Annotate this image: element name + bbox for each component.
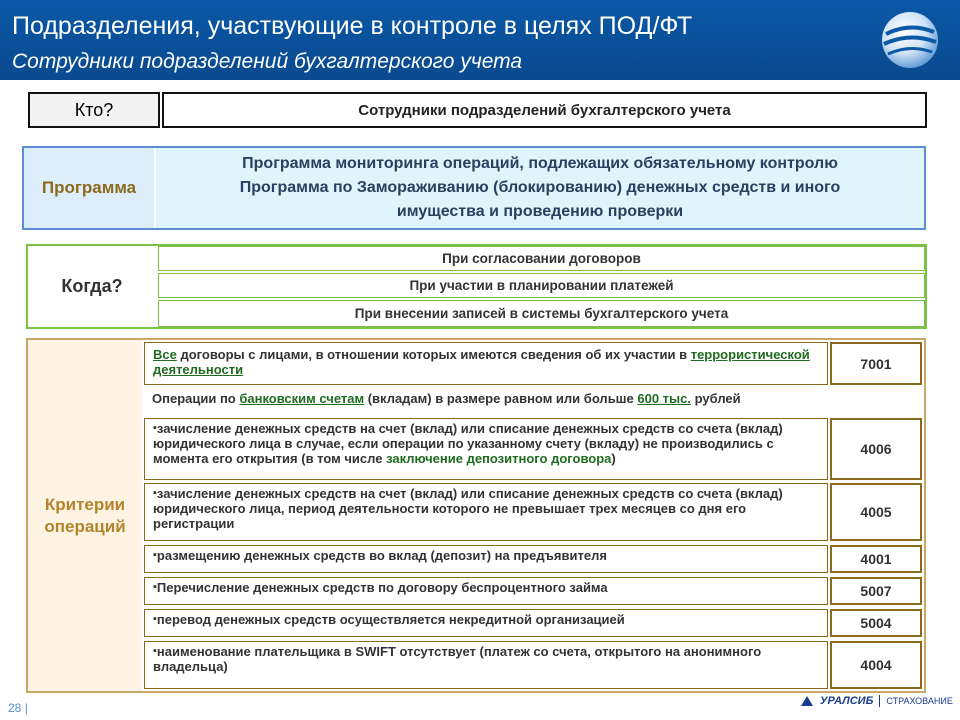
- bullet-icon: ▪: [153, 487, 157, 499]
- criteria-text: зачисление денежных средств на счет (вклад) или списание денежных средств со счета (вклад) юридического лица, период деятельности которого не превышает трех месяцев со дня его регистрации: [153, 486, 783, 531]
- criteria-row-text: [144, 342, 828, 385]
- when-item: При участии в планировании платежей: [158, 273, 925, 298]
- criteria-row-text: [144, 483, 828, 541]
- bullet-icon: ▪: [153, 613, 157, 625]
- criteria-text: ): [611, 451, 616, 466]
- criteria-link[interactable]: заключение депозитного договора: [386, 451, 612, 466]
- when-label: Когда?: [28, 246, 156, 327]
- bullet-icon: ▪: [153, 422, 157, 434]
- when-item: При внесении записей в системы бухгалтерского учета: [158, 300, 925, 327]
- criteria-link[interactable]: Все: [153, 347, 177, 362]
- program-line-1: Программа мониторинга операций, подлежащих обязательному контролю: [242, 155, 838, 172]
- operation-code: 4006: [830, 418, 922, 480]
- criteria-text: Операции по: [152, 391, 240, 406]
- page-title: Подразделения, участвующие в контроле в целях ПОД/ФТ: [12, 12, 693, 40]
- bullet-icon: ▪: [153, 581, 157, 593]
- globe-logo-icon: [878, 8, 942, 72]
- operation-code: 7001: [830, 342, 922, 385]
- operation-code: 5004: [830, 609, 922, 637]
- operation-code: 5007: [830, 577, 922, 605]
- criteria-row-text: [144, 577, 828, 605]
- criteria-text: зачисление денежных средств на счет (вклад) или списание денежных средств со счета (вклад) юридического лица в случае, если операции по указанному счету (вкладу) не производились с момента его открытия (в том числе: [153, 421, 783, 466]
- operation-code: 4004: [830, 641, 922, 689]
- footer-divider: [879, 695, 880, 707]
- criteria-link[interactable]: террористической деятельности: [153, 347, 810, 377]
- criteria-text: рублей: [691, 391, 741, 406]
- who-value: Сотрудники подразделений бухгалтерского учета: [162, 92, 927, 128]
- criteria-link[interactable]: 600 тыс.: [637, 391, 691, 406]
- criteria-label-line-1: Критерии: [44, 494, 126, 514]
- page-number-value: 28: [8, 701, 22, 715]
- program-line-3: имущества и проведению проверки: [396, 203, 684, 220]
- page-subtitle: Сотрудники подразделений бухгалтерского учета: [12, 50, 523, 73]
- program-line-2: Программа по Замораживанию (блокированию) денежных средств и иного: [239, 179, 841, 196]
- footer-logo: [800, 693, 953, 709]
- criteria-row-text: [144, 418, 828, 480]
- criteria-row-text: [144, 387, 922, 414]
- criteria-text: размещению денежных средств во вклад (депозит) на предъявителя: [156, 548, 607, 563]
- criteria-label-line-2: операций: [44, 516, 126, 536]
- page-number: [8, 701, 28, 715]
- criteria-text: (вкладам) в размере равном или больше: [364, 391, 638, 406]
- criteria-text: договоры с лицами, в отношении которых имеются сведения об их участии в: [176, 347, 691, 362]
- header-bar: [0, 0, 960, 80]
- criteria-row-text: [144, 609, 828, 637]
- criteria-row-text: [144, 545, 828, 573]
- footer-separator: |: [24, 701, 28, 715]
- operation-code: 4005: [830, 483, 922, 541]
- criteria-text: Перечисление денежных средств по договору беспроцентного займа: [156, 580, 608, 595]
- criteria-row-text: [144, 641, 828, 689]
- bullet-icon: ▪: [153, 549, 157, 561]
- criteria-link[interactable]: банковским счетам: [239, 391, 365, 406]
- criteria-text: наименование плательщика в SWIFT отсутствует (платеж со счета, открытого на анонимного владельца): [153, 644, 762, 674]
- company-logo-icon: [800, 694, 814, 708]
- who-label: Кто?: [28, 92, 160, 128]
- program-label: Программа: [24, 148, 154, 228]
- footer-division: СТРАХОВАНИЕ: [886, 696, 953, 706]
- program-text: [156, 148, 924, 228]
- criteria-label: [28, 340, 142, 691]
- criteria-text: перевод денежных средств осуществляется некредитной организацией: [156, 612, 625, 627]
- when-item: При согласовании договоров: [158, 246, 925, 271]
- bullet-icon: ▪: [153, 645, 157, 657]
- footer-brand: УРАЛСИБ: [820, 695, 874, 707]
- operation-code: 4001: [830, 545, 922, 573]
